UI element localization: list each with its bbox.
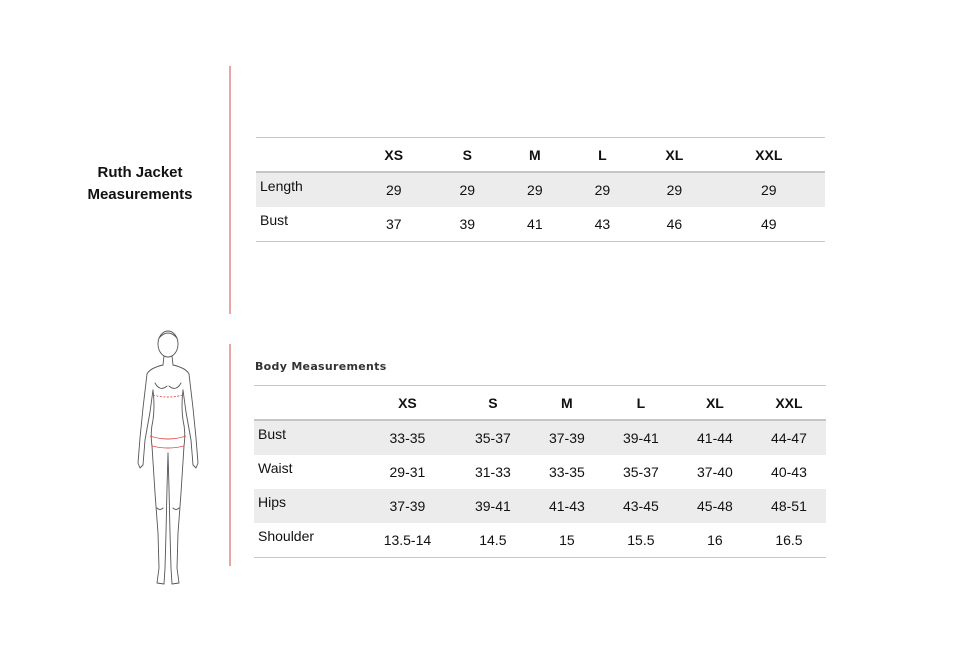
table-cell: 39-41 bbox=[456, 489, 530, 523]
table-cell: 29 bbox=[636, 172, 712, 207]
body-measurements-caption: Body Measurements bbox=[255, 360, 387, 373]
table-cell: 41-44 bbox=[678, 420, 752, 455]
row-label: Length bbox=[256, 172, 354, 207]
body-size-header: L bbox=[604, 386, 678, 421]
table-cell: 39 bbox=[434, 207, 502, 242]
table-cell: 41-43 bbox=[530, 489, 604, 523]
jacket-size-header: S bbox=[434, 138, 502, 173]
jacket-size-header: XXL bbox=[713, 138, 825, 173]
jacket-size-header: XS bbox=[354, 138, 434, 173]
divider-top bbox=[229, 66, 231, 314]
body-size-header: S bbox=[456, 386, 530, 421]
body-size-header: M bbox=[530, 386, 604, 421]
jacket-size-header: XL bbox=[636, 138, 712, 173]
table-cell: 15.5 bbox=[604, 523, 678, 558]
row-label: Bust bbox=[256, 207, 354, 242]
table-row bbox=[254, 523, 826, 558]
table-cell: 46 bbox=[636, 207, 712, 242]
table-cell: 40-43 bbox=[771, 464, 807, 480]
table-cell: 41 bbox=[501, 207, 569, 242]
table-cell: 14.5 bbox=[456, 523, 530, 558]
table-cell: 37-40 bbox=[697, 464, 733, 480]
table-cell: 13.5-14 bbox=[359, 523, 456, 558]
body-header-row bbox=[254, 386, 826, 421]
table-row bbox=[256, 207, 825, 242]
row-label: Waist bbox=[258, 460, 293, 476]
table-cell: 45-48 bbox=[678, 489, 752, 523]
table-cell: 31-33 bbox=[474, 464, 511, 480]
body-size-header: XS bbox=[359, 386, 456, 421]
row-label: Bust bbox=[254, 420, 359, 455]
row-label: Shoulder bbox=[254, 523, 359, 558]
table-cell: 15 bbox=[530, 523, 604, 558]
table-row bbox=[254, 420, 826, 455]
jacket-header-row bbox=[256, 138, 825, 173]
table-cell: 29 bbox=[501, 172, 569, 207]
title-line-2: Measurements bbox=[87, 186, 193, 203]
table-cell: 43-45 bbox=[604, 489, 678, 523]
table-cell: 43 bbox=[569, 207, 637, 242]
divider-bottom bbox=[229, 344, 231, 566]
table-row bbox=[256, 172, 825, 207]
table-cell: 16.5 bbox=[752, 523, 826, 558]
table-row bbox=[254, 455, 826, 489]
jacket-size-header: L bbox=[569, 138, 637, 173]
table-cell: 49 bbox=[713, 207, 825, 242]
jacket-header-blank bbox=[256, 138, 354, 173]
chart-title bbox=[70, 162, 210, 206]
table-cell: 33-35 bbox=[359, 420, 456, 455]
table-cell: 39-41 bbox=[604, 420, 678, 455]
table-cell: 37-39 bbox=[530, 420, 604, 455]
body-size-header: XL bbox=[678, 386, 752, 421]
table-cell: 44-47 bbox=[752, 420, 826, 455]
table-cell: 29 bbox=[434, 172, 502, 207]
jacket-measurements-table bbox=[256, 137, 825, 242]
body-size-header: XXL bbox=[752, 386, 826, 421]
table-row bbox=[254, 489, 826, 523]
body-figure-illustration bbox=[128, 328, 208, 593]
table-cell: 29 bbox=[569, 172, 637, 207]
row-label: Hips bbox=[254, 489, 359, 523]
body-header-blank bbox=[254, 386, 359, 421]
jacket-size-header: M bbox=[501, 138, 569, 173]
table-cell: 37 bbox=[354, 207, 434, 242]
title-line-1: Ruth Jacket bbox=[97, 164, 183, 181]
table-cell: 29 bbox=[354, 172, 434, 207]
table-cell: 48-51 bbox=[752, 489, 826, 523]
table-cell: 35-37 bbox=[622, 464, 659, 480]
table-cell: 37-39 bbox=[359, 489, 456, 523]
table-cell: 16 bbox=[678, 523, 752, 558]
table-cell: 35-37 bbox=[456, 420, 530, 455]
body-measurements-table bbox=[254, 385, 826, 558]
table-cell: 29 bbox=[713, 172, 825, 207]
table-cell: 29-31 bbox=[389, 464, 426, 480]
table-cell: 33-35 bbox=[548, 464, 585, 480]
